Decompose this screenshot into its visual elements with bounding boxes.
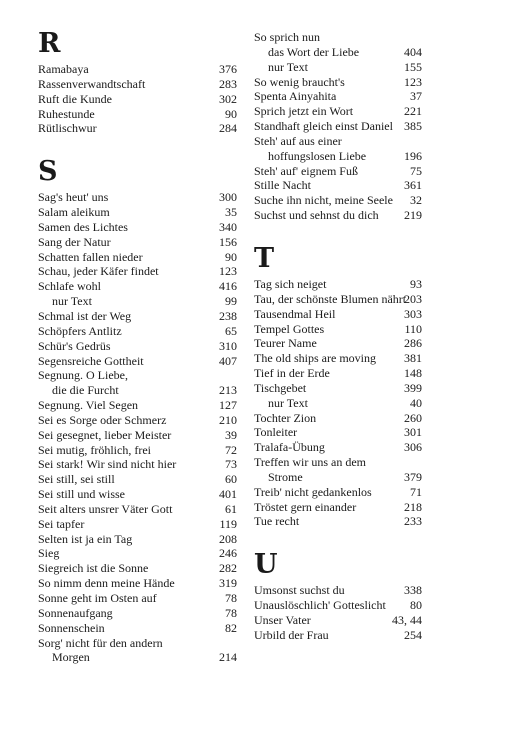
- entry-title: Rassenverwandtschaft: [38, 76, 146, 91]
- entry-page-number: 82: [225, 620, 237, 635]
- entry-title: die die Furcht: [52, 383, 119, 398]
- entry-title: Sei tapfer: [38, 516, 85, 531]
- entry-title: das Wort der Liebe: [268, 44, 360, 59]
- entry-title: Schöpfers Antlitz: [38, 323, 122, 338]
- index-entry: [254, 208, 422, 223]
- entry-title: Segensreiche Gottheit: [38, 353, 144, 368]
- entry-page-number: 213: [219, 383, 237, 398]
- left-column: [38, 30, 237, 665]
- entry-page-number: 35: [225, 205, 237, 220]
- entry-page-number: 407: [219, 353, 237, 368]
- entry-title: Steh' auf' eignem Fuß: [254, 163, 358, 178]
- entry-title: Seit alters unsrer Väter Gott: [38, 501, 173, 516]
- index-entry: [38, 368, 237, 383]
- entry-title: Strome: [268, 469, 303, 484]
- entry-page-number: 338: [404, 583, 422, 598]
- index-entry: [254, 381, 422, 396]
- entry-page-number: 203: [404, 291, 422, 306]
- index-entry: [254, 307, 422, 322]
- entry-title: Sonne geht im Osten auf: [38, 591, 157, 605]
- entry-title: Tochter Zion: [254, 410, 317, 425]
- index-entry: [254, 178, 422, 193]
- index-entry: [254, 514, 422, 529]
- index-entry: [254, 89, 422, 104]
- entry-page-number: 302: [219, 91, 237, 106]
- entry-page-number: 123: [404, 74, 422, 89]
- entry-page-number: 282: [219, 561, 237, 576]
- entry-title: Selten ist ja ein Tag: [38, 531, 133, 546]
- entry-page-number: 399: [404, 380, 422, 395]
- entry-title: Tausendmal Heil: [254, 306, 336, 321]
- index-entry: [38, 591, 237, 606]
- entry-page-number: 40: [410, 395, 422, 410]
- entry-title: Sei stark! Wir sind nicht hier: [38, 457, 177, 472]
- entry-title: Sorg' nicht für den andern: [38, 635, 163, 650]
- entry-page-number: 303: [404, 306, 422, 321]
- entry-page-number: 78: [225, 605, 237, 620]
- entry-title: nur Text: [268, 395, 308, 410]
- entry-page-number: 319: [219, 576, 237, 591]
- right-column: [254, 30, 422, 643]
- index-entry: [254, 470, 422, 485]
- entry-page-number: 43, 44: [392, 613, 422, 627]
- entry-page-number: 300: [219, 190, 237, 205]
- index-entry: [254, 598, 422, 613]
- index-entry: [254, 119, 422, 134]
- index-entry: [38, 309, 237, 324]
- entry-title: Treffen wir uns an dem: [254, 455, 366, 470]
- entry-page-number: 208: [219, 531, 237, 546]
- entry-title: Sag's heut' uns: [38, 190, 109, 205]
- entry-title: Tau, der schönste Blumen nährt: [254, 291, 407, 306]
- index-entry: [38, 457, 237, 472]
- entry-title: Tischgebet: [254, 380, 307, 395]
- index-entry: [38, 279, 237, 294]
- entry-title: Salam aleikum: [38, 205, 110, 220]
- index-entry: [38, 636, 237, 651]
- entry-page-number: 379: [404, 469, 422, 484]
- index-entry: [38, 121, 237, 136]
- entry-title: Samen des Lichtes: [38, 219, 128, 234]
- section-gap: [254, 223, 422, 245]
- section-letter-r: R: [38, 28, 61, 59]
- index-entry: [254, 277, 422, 292]
- index-entry: [254, 292, 422, 307]
- entry-title: Suchst und sehnst du dich: [254, 208, 379, 223]
- entry-title: Sei still und wisse: [38, 487, 126, 502]
- entry-title: So sprich nun: [254, 30, 320, 44]
- entry-title: Unauslöschlich' Gotteslicht: [254, 598, 386, 613]
- index-entry: [38, 205, 237, 220]
- entry-title: Tralafa-Übung: [254, 440, 325, 455]
- entry-page-number: 65: [225, 323, 237, 338]
- index-entry: [38, 235, 237, 250]
- entry-page-number: 376: [219, 62, 237, 76]
- entry-title: Schau, jeder Käfer findet: [38, 264, 159, 279]
- entry-title: Morgen: [52, 650, 90, 665]
- index-entry: [254, 500, 422, 515]
- entry-title: nur Text: [52, 294, 92, 309]
- index-entry: [38, 517, 237, 532]
- entry-page-number: 233: [404, 514, 422, 529]
- entry-title: Schmal ist der Weg: [38, 308, 132, 323]
- entry-page-number: 39: [225, 427, 237, 442]
- index-entry: [38, 443, 237, 458]
- entry-title: Sei mutig, fröhlich, frei: [38, 442, 151, 457]
- entry-title: Sonnenschein: [38, 620, 105, 635]
- index-entry: [38, 650, 237, 665]
- entry-page-number: 71: [410, 484, 422, 499]
- entry-page-number: 80: [410, 598, 422, 613]
- index-entry: [38, 354, 237, 369]
- entry-title: Schür's Gedrüs: [38, 338, 111, 353]
- entry-page-number: 385: [404, 119, 422, 134]
- entry-title: Sonnenaufgang: [38, 605, 113, 620]
- index-entry: [38, 339, 237, 354]
- entry-title: Umsonst suchst du: [254, 583, 345, 598]
- entry-page-number: 148: [404, 366, 422, 381]
- index-entry: [254, 396, 422, 411]
- entry-page-number: 210: [219, 412, 237, 427]
- entry-page-number: 214: [219, 650, 237, 665]
- entry-title: Suche ihn nicht, meine Seele: [254, 193, 393, 208]
- index-entry: [254, 164, 422, 179]
- index-entry: [38, 576, 237, 591]
- entry-title: Rütlischwur: [38, 121, 97, 136]
- entry-title: Unser Vater: [254, 613, 311, 627]
- index-entry: [38, 250, 237, 265]
- entry-title: Schatten fallen nieder: [38, 249, 143, 264]
- entry-page-number: 90: [225, 249, 237, 264]
- index-entry: [254, 104, 422, 119]
- entry-page-number: 260: [404, 410, 422, 425]
- entry-title: Tempel Gottes: [254, 321, 325, 336]
- entry-page-number: 72: [225, 442, 237, 457]
- index-entry: [254, 45, 422, 60]
- entry-title: nur Text: [268, 59, 308, 74]
- entry-page-number: 155: [404, 59, 422, 74]
- index-entry: [254, 613, 422, 628]
- section-gap: [38, 136, 237, 158]
- entry-page-number: 301: [404, 425, 422, 440]
- entry-page-number: 119: [219, 516, 237, 531]
- index-entry: [38, 294, 237, 309]
- index-entry: [254, 455, 422, 470]
- entry-page-number: 286: [404, 336, 422, 351]
- index-entry: [254, 351, 422, 366]
- index-entry: [38, 472, 237, 487]
- entry-page-number: 37: [410, 89, 422, 104]
- index-entry: [254, 193, 422, 208]
- entry-title: Steh' auf aus einer: [254, 133, 342, 148]
- index-entry: [38, 107, 237, 122]
- entry-page-number: 32: [410, 193, 422, 208]
- entry-title: Schlafe wohl: [38, 279, 101, 294]
- index-entry: [254, 30, 422, 45]
- index-entry: [38, 264, 237, 279]
- entry-page-number: 306: [404, 440, 422, 455]
- index-entry: [38, 621, 237, 636]
- index-entry: [38, 62, 237, 77]
- entry-title: Ruhestunde: [38, 106, 95, 121]
- entry-title: Sprich jetzt ein Wort: [254, 104, 354, 119]
- entry-title: Tröstet gern einander: [254, 499, 357, 514]
- entry-title: Standhaft gleich einst Daniel: [254, 119, 393, 134]
- entry-page-number: 78: [225, 591, 237, 605]
- entry-page-number: 219: [404, 208, 422, 223]
- index-entry: [38, 561, 237, 576]
- index-entry: [38, 606, 237, 621]
- index-entry: [254, 134, 422, 149]
- entry-title: Urbild der Frau: [254, 627, 329, 642]
- entry-page-number: 254: [404, 627, 422, 642]
- entry-page-number: 416: [219, 279, 237, 294]
- entry-page-number: 90: [225, 106, 237, 121]
- index-entry: [254, 366, 422, 381]
- index-entry: [38, 398, 237, 413]
- entry-page-number: 340: [219, 219, 237, 234]
- index-entry: [38, 532, 237, 547]
- entry-title: The old ships are moving: [254, 351, 376, 366]
- index-entry: [254, 60, 422, 75]
- entry-page-number: 99: [225, 294, 237, 309]
- entry-page-number: 238: [219, 308, 237, 323]
- entry-title: Tue recht: [254, 514, 300, 529]
- entry-page-number: 75: [410, 163, 422, 178]
- section-gap: [254, 529, 422, 551]
- index-entry: [254, 322, 422, 337]
- entry-title: Tonleiter: [254, 425, 298, 440]
- entry-page-number: 196: [404, 148, 422, 163]
- entry-title: Tief in der Erde: [254, 366, 330, 381]
- index-entry: [38, 502, 237, 517]
- entry-title: Segnung. Viel Segen: [38, 398, 139, 413]
- entry-title: Ruft die Kunde: [38, 91, 112, 106]
- entry-title: Sei es Sorge oder Schmerz: [38, 412, 167, 427]
- entry-title: Stille Nacht: [254, 178, 311, 193]
- entry-page-number: 284: [219, 121, 237, 136]
- index-entry: [38, 428, 237, 443]
- entry-page-number: 93: [410, 276, 422, 291]
- entry-page-number: 283: [219, 76, 237, 91]
- entry-title: Siegreich ist die Sonne: [38, 561, 149, 576]
- index-entry: [254, 336, 422, 351]
- index-entry: [254, 411, 422, 426]
- entry-page-number: 60: [225, 472, 237, 487]
- entry-page-number: 361: [404, 178, 422, 193]
- index-entry: [254, 485, 422, 500]
- entry-page-number: 221: [404, 104, 422, 119]
- entry-page-number: 401: [219, 487, 237, 502]
- entry-title: Sieg: [38, 546, 60, 561]
- entry-page-number: 381: [404, 351, 422, 366]
- entry-title: Sei still, sei still: [38, 472, 115, 487]
- index-entry: [38, 324, 237, 339]
- entry-page-number: 127: [219, 398, 237, 413]
- entry-page-number: 73: [225, 457, 237, 472]
- entry-title: So nimm denn meine Hände: [38, 576, 175, 591]
- entry-title: Tag sich neiget: [254, 276, 327, 291]
- index-entry: [38, 383, 237, 398]
- index-entry: [38, 92, 237, 107]
- entry-title: Sei gesegnet, lieber Meister: [38, 427, 172, 442]
- index-entry: [254, 425, 422, 440]
- entry-page-number: 110: [404, 321, 422, 336]
- index-entry: [254, 75, 422, 90]
- entry-title: Teurer Name: [254, 336, 317, 351]
- entry-title: So wenig braucht's: [254, 74, 345, 89]
- index-entry: [38, 413, 237, 428]
- section-letter-t: T: [254, 242, 275, 274]
- entry-title: Sang der Natur: [38, 234, 111, 249]
- entry-title: Treib' nicht gedankenlos: [254, 484, 372, 499]
- index-entry: [38, 487, 237, 502]
- index-entry: [254, 583, 422, 598]
- entry-page-number: 246: [219, 546, 237, 561]
- section-letter-u: U: [254, 549, 278, 581]
- index-entry: [38, 77, 237, 92]
- index-entry: [254, 440, 422, 455]
- entry-title: Segnung. O Liebe,: [38, 368, 128, 383]
- entry-page-number: 310: [219, 338, 237, 353]
- index-entry: [38, 546, 237, 561]
- index-entry: [38, 190, 237, 205]
- entry-page-number: 156: [219, 234, 237, 249]
- index-entry: [38, 220, 237, 235]
- index-entry: [254, 628, 422, 643]
- entry-title: Ramabaya: [38, 62, 89, 76]
- entry-page-number: 218: [404, 499, 422, 514]
- entry-page-number: 123: [219, 264, 237, 279]
- entry-page-number: 404: [404, 44, 422, 59]
- index-entry: [254, 149, 422, 164]
- entry-page-number: 61: [225, 501, 237, 516]
- section-letter-s: S: [38, 156, 58, 188]
- entry-title: Spenta Ainyahita: [254, 89, 337, 104]
- entry-title: hoffungslosen Liebe: [268, 148, 367, 163]
